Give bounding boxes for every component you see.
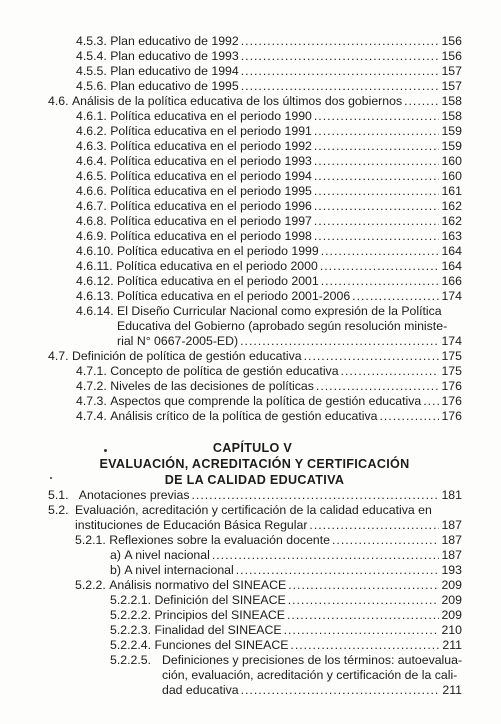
entry-label-line-1: El Diseño Curricular Nacional como expresión de la Política — [117, 304, 442, 318]
entry-label: Política educativa en el periodo 1991 — [110, 124, 312, 138]
entry-label-line-3: dad educativa — [162, 683, 239, 697]
dot-leader — [321, 244, 440, 259]
toc-entry-a-nivel-nacional[interactable] — [110, 548, 462, 563]
entry-page: 187 — [441, 518, 462, 532]
entry-number: 4.6.13. — [76, 289, 114, 303]
entry-number: 4.6.4. — [76, 154, 107, 168]
entry-label: Funciones del SINEACE — [154, 638, 289, 652]
entry-label-line-2: ción, evaluación, acreditación y certificación de la cali- — [162, 668, 458, 682]
dot-leader — [314, 229, 440, 244]
entry-label-line-1: Definiciones y precisiones de los términos: autoevalua- — [162, 653, 463, 667]
dot-leader — [341, 364, 440, 379]
entry-number: 4.5.4. — [76, 49, 107, 63]
entry-label: Política educativa en el periodo 2001-2006 — [117, 289, 351, 303]
dot-leader — [240, 334, 439, 349]
dot-leader — [287, 608, 439, 623]
entry-page: 159 — [441, 139, 462, 153]
entry-number: 5.2.1. — [75, 533, 106, 547]
entry-label: Principios del SINEACE — [154, 608, 285, 622]
entry-number: 5.2.2.3. — [110, 623, 152, 637]
entry-number: 5.2.2. — [75, 578, 106, 592]
entry-page: 176 — [441, 409, 462, 423]
entry-page: 187 — [441, 548, 462, 562]
entry-page: 157 — [441, 79, 462, 93]
toc-entry-4-6-8[interactable] — [76, 214, 462, 229]
dot-leader — [288, 578, 439, 593]
entry-number: 4.6.1. — [76, 109, 107, 123]
entry-label: Finalidad del SINEACE — [154, 623, 282, 637]
dot-leader — [316, 379, 440, 394]
toc-entry-5-2-2-1[interactable] — [110, 593, 462, 608]
entry-number: a) — [110, 548, 121, 562]
entry-page: 175 — [441, 364, 462, 378]
entry-label: Política educativa en el periodo 1990 — [110, 109, 312, 123]
dot-leader — [192, 488, 440, 503]
entry-label: Plan educativo de 1993 — [110, 49, 239, 63]
entry-number: 4.7.3. — [76, 394, 107, 408]
entry-label: Aspectos que comprende la política de gestión educativa — [110, 394, 422, 408]
entry-label: Análisis crítico de la política de gestión educativa — [110, 409, 378, 423]
dot-leader — [309, 518, 439, 533]
entry-page: 156 — [441, 34, 462, 48]
entry-label-line-3: rial N° 0667-2005-ED) — [117, 334, 239, 348]
dot-leader — [241, 34, 440, 49]
entry-number: 5.2.2.4. — [110, 638, 152, 652]
entry-number: 4.6.6. — [76, 184, 107, 198]
toc-entry-4-7-3[interactable] — [76, 394, 462, 409]
dot-leader — [314, 109, 440, 124]
entry-page: 159 — [441, 124, 462, 138]
dot-leader — [314, 169, 440, 184]
toc-entry-4-6-5[interactable] — [76, 169, 462, 184]
dot-leader — [314, 139, 440, 154]
dot-leader — [314, 199, 440, 214]
entry-number: 5.2. — [48, 503, 69, 517]
entry-page: 209 — [441, 608, 462, 622]
dot-leader — [404, 94, 439, 109]
toc-entry-4-6-13[interactable] — [76, 289, 462, 304]
toc-entry-5-2-2-3[interactable] — [110, 623, 462, 638]
dot-leader — [314, 214, 440, 229]
dot-leader — [423, 394, 439, 409]
entry-label: Reflexiones sobre la evaluación docente — [109, 533, 331, 547]
dot-leader — [352, 289, 439, 304]
toc-entry-4-6-3[interactable] — [76, 139, 462, 154]
entry-page: 156 — [441, 49, 462, 63]
entry-label-line-2: Educativa del Gobierno (aprobado según resolución ministe- — [117, 319, 448, 333]
toc-entry-4-5-5[interactable] — [76, 64, 462, 79]
entry-number: 4.6.5. — [76, 169, 107, 183]
entry-label-line-1: Evaluación, acreditación y certificación de la calidad educativa en — [75, 503, 432, 517]
entry-page: 211 — [442, 638, 462, 652]
entry-number: 4.6.7. — [76, 199, 107, 213]
entry-page: 160 — [441, 169, 462, 183]
toc-entry-4-6-4[interactable] — [76, 154, 462, 169]
entry-page: 209 — [441, 593, 462, 607]
entry-page: 174 — [441, 289, 462, 303]
entry-page: 176 — [441, 394, 462, 408]
entry-number: 5.1. — [48, 488, 69, 502]
dot-leader — [304, 349, 440, 364]
entry-page: 181 — [441, 488, 462, 502]
entry-label: Plan educativo de 1995 — [110, 79, 239, 93]
dot-leader — [241, 49, 440, 64]
entry-page: 176 — [441, 379, 462, 393]
entry-page: 164 — [441, 259, 462, 273]
entry-page: 211 — [442, 683, 462, 697]
dot-leader — [212, 548, 440, 563]
toc-entry-4-6-10[interactable] — [76, 244, 462, 259]
entry-page: 166 — [441, 274, 462, 288]
entry-label: Política educativa en el periodo 1993 — [110, 154, 312, 168]
entry-number: 4.7.1. — [76, 364, 107, 378]
entry-number: 4.6.9. — [76, 229, 107, 243]
chapter-heading-line-2: EVALUACIÓN, ACREDITACIÓN Y CERTIFICACIÓN — [99, 457, 410, 471]
entry-page: 209 — [441, 578, 462, 592]
entry-label: Política educativa en el periodo 1992 — [110, 139, 312, 153]
entry-label: Política educativa en el periodo 1999 — [117, 244, 319, 258]
entry-page: 158 — [441, 109, 462, 123]
toc-entry-5-2-2[interactable] — [75, 578, 462, 593]
toc-entry-4-5-4[interactable] — [76, 49, 462, 64]
entry-label: Plan educativo de 1994 — [110, 64, 239, 78]
entry-label: Definición del SINEACE — [154, 593, 286, 607]
entry-label: A nivel nacional — [124, 548, 210, 562]
entry-number: 4.6.3. — [76, 139, 107, 153]
toc-entry-5-2-2-2[interactable] — [110, 608, 462, 623]
dot-leader — [241, 683, 441, 698]
toc-entry-5-2-2-4[interactable] — [110, 638, 462, 653]
entry-number: 4.6.10. — [76, 244, 114, 258]
toc-entry-4-6-11[interactable] — [76, 259, 462, 274]
entry-label: Política educativa en el periodo 1995 — [110, 184, 312, 198]
dot-leader — [379, 409, 439, 424]
entry-page: 158 — [441, 94, 462, 108]
chapter-heading-line-1: CAPÍTULO V — [212, 441, 293, 455]
toc-entry-5-1[interactable] — [48, 488, 462, 503]
entry-page: 160 — [441, 154, 462, 168]
toc-entry-4-6-1[interactable] — [76, 109, 462, 124]
toc-entry-5-2[interactable] — [48, 503, 462, 533]
toc-entry-4-6-2[interactable] — [76, 124, 462, 139]
entry-page: 193 — [441, 563, 462, 577]
toc-entry-b-nivel-internacional[interactable] — [110, 563, 462, 578]
toc-entry-4-5-3[interactable] — [76, 34, 462, 49]
entry-label: Concepto de política de gestión educativa — [110, 364, 339, 378]
entry-page: 161 — [441, 184, 462, 198]
toc-entry-4-6-9[interactable] — [76, 229, 462, 244]
entry-number: 4.6.14. — [76, 304, 114, 318]
entry-label: Plan educativo de 1992 — [110, 34, 239, 48]
entry-number: b) — [110, 563, 121, 577]
entry-number: 4.7. — [48, 349, 69, 363]
entry-label: Análisis normativo del SINEACE — [109, 578, 287, 592]
entry-page: 174 — [441, 334, 462, 348]
toc-entry-5-2-2-5[interactable] — [110, 653, 462, 698]
entry-label: Política educativa en el periodo 1996 — [110, 199, 312, 213]
dot-leader — [314, 154, 440, 169]
entry-number: 5.2.2.5. — [110, 653, 152, 667]
toc-entry-4-5-6[interactable] — [76, 79, 462, 94]
dot-leader — [241, 79, 440, 94]
toc-entry-5-2-1[interactable] — [75, 533, 462, 548]
entry-label: Anotaciones previas — [78, 488, 190, 502]
dot-leader — [332, 533, 439, 548]
entry-page: 164 — [441, 244, 462, 258]
toc-entry-4-7-2[interactable] — [76, 379, 462, 394]
entry-label: Análisis de la política educativa de los últimos dos gobiernos — [71, 94, 403, 108]
toc-entry-4-6[interactable] — [48, 94, 462, 109]
dot-leader — [290, 638, 440, 653]
dot-leader — [241, 64, 440, 79]
toc-entry-4-6-7[interactable] — [76, 199, 462, 214]
entry-page: 187 — [441, 533, 462, 547]
entry-number: 4.6.12. — [76, 274, 114, 288]
dot-leader — [314, 124, 440, 139]
dot-leader — [284, 623, 440, 638]
entry-number: 4.6.11. — [76, 259, 113, 273]
toc-entry-4-7-4[interactable] — [76, 409, 462, 424]
toc-entry-4-6-12[interactable] — [76, 274, 462, 289]
entry-label: Política educativa en el periodo 1994 — [110, 169, 312, 183]
entry-page: 162 — [441, 214, 462, 228]
dot-leader — [314, 184, 440, 199]
entry-label: Niveles de las decisiones de políticas — [110, 379, 314, 393]
dot-leader — [288, 593, 440, 608]
entry-number: 5.2.2.1. — [110, 593, 152, 607]
entry-label: Definición de política de gestión educativa — [71, 349, 302, 363]
entry-number: 4.5.5. — [76, 64, 107, 78]
entry-page: 163 — [441, 229, 462, 243]
toc-entry-4-6-6[interactable] — [76, 184, 462, 199]
dot-leader — [236, 563, 440, 578]
entry-page: 162 — [441, 199, 462, 213]
entry-number: 4.5.3. — [76, 34, 107, 48]
print-speck — [50, 477, 52, 479]
toc-entry-4-7-1[interactable] — [76, 364, 462, 379]
entry-label: Política educativa en el periodo 1997 — [110, 214, 312, 228]
entry-number: 4.6.8. — [76, 214, 107, 228]
entry-page: 210 — [441, 623, 462, 637]
entry-number: 4.7.4. — [76, 409, 107, 423]
dot-leader — [320, 259, 440, 274]
entry-number: 4.6.2. — [76, 124, 107, 138]
entry-page: 175 — [441, 349, 462, 363]
toc-entry-4-7[interactable] — [48, 349, 462, 364]
entry-label: A nivel internacional — [124, 563, 234, 577]
entry-label: Política educativa en el periodo 1998 — [110, 229, 312, 243]
entry-number: 4.6. — [48, 94, 69, 108]
entry-page: 157 — [441, 64, 462, 78]
entry-label: Política educativa en el periodo 2000 — [116, 259, 318, 273]
dot-leader — [321, 274, 440, 289]
entry-number: 4.7.2. — [76, 379, 107, 393]
entry-label: Política educativa en el periodo 2001 — [117, 274, 319, 288]
entry-number: 4.5.6. — [76, 79, 107, 93]
entry-label-line-2: instituciones de Educación Básica Regular — [75, 518, 308, 532]
chapter-heading-line-3: DE LA CALIDAD EDUCATIVA — [164, 473, 345, 487]
entry-number: 5.2.2.2. — [110, 608, 152, 622]
